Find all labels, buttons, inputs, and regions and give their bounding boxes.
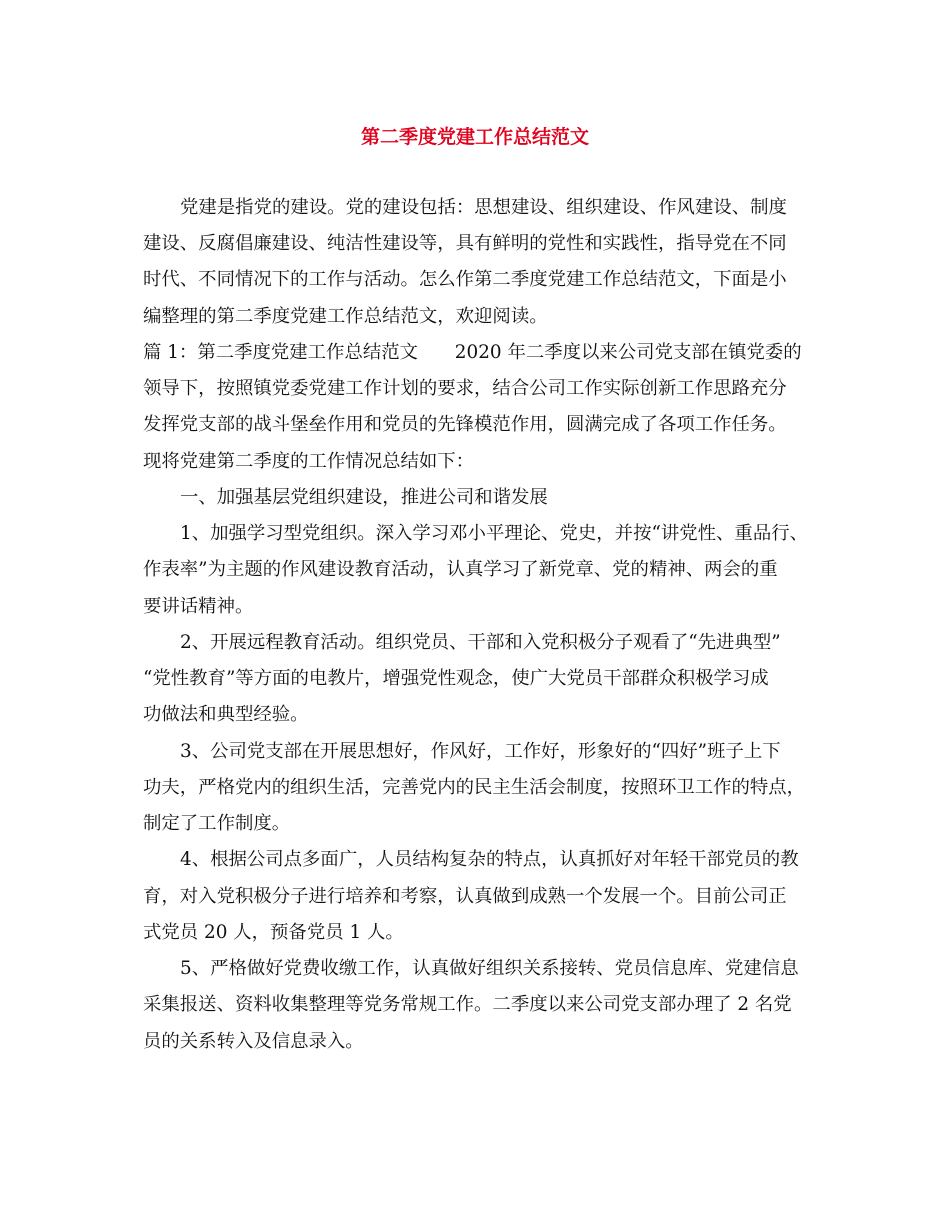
body-line: 编整理的第二季度党建工作总结范文，欢迎阅读。	[143, 306, 548, 327]
body-line: 员的关系转入及信息录入。	[143, 1031, 364, 1052]
body-line: 篇 1：第二季度党建工作总结范文 2020 年二季度以来公司党支部在镇党委的	[143, 342, 802, 363]
body-line: 4、根据公司点多面广，人员结构复杂的特点，认真抓好对年轻干部党员的教	[180, 849, 799, 870]
body-line: 时代、不同情况下的工作与活动。怎么作第二季度党建工作总结范文，下面是小	[143, 269, 787, 290]
body-line: 发挥党支部的战斗堡垒作用和党员的先锋模范作用，圆满完成了各项工作任务。	[143, 414, 787, 435]
body-line: 2、开展远程教育活动。组织党员、干部和入党积极分子观看了“先进典型”	[180, 632, 781, 653]
body-line: 育，对入党积极分子进行培养和考察，认真做到成熟一个发展一个。目前公司正	[143, 886, 787, 907]
section-heading: 一、加强基层党组织建设，推进公司和谐发展	[180, 487, 548, 508]
body-line: 1、加强学习型党组织。深入学习邓小平理论、党史，并按“讲党性、重品行、	[180, 523, 808, 544]
body-line: 党建是指党的建设。党的建设包括：思想建设、组织建设、作风建设、制度	[180, 197, 787, 218]
body-line: 式党员 20 人，预备党员 1 人。	[143, 922, 404, 943]
body-line: 5、严格做好党费收缴工作，认真做好组织关系接转、党员信息库、党建信息	[180, 958, 799, 979]
body-line: 功夫，严格党内的组织生活，完善党内的民主生活会制度，按照环卫工作的特点，	[143, 777, 806, 798]
body-line: 作表率”为主题的作风建设教育活动，认真学习了新党章、党的精神、两会的重	[143, 559, 778, 580]
body-line: 制定了工作制度。	[143, 813, 291, 834]
body-line: “党性教育”等方面的电教片，增强党性观念，使广大党员干部群众积极学习成	[143, 668, 769, 689]
body-line: 领导下，按照镇党委党建工作计划的要求，结合公司工作实际创新工作思路充分	[143, 378, 787, 399]
body-line: 3、公司党支部在开展思想好，作风好，工作好，形象好的“四好”班子上下	[180, 741, 781, 762]
body-line: 要讲话精神。	[143, 596, 254, 617]
body-line: 现将党建第二季度的工作情况总结如下：	[143, 451, 475, 472]
body-line: 采集报送、资料收集整理等党务常规工作。二季度以来公司党支部办理了 2 名党	[143, 994, 792, 1015]
body-line: 建设、反腐倡廉建设、纯洁性建设等，具有鲜明的党性和实践性，指导党在不同	[143, 233, 787, 254]
document-title: 第二季度党建工作总结范文	[360, 126, 589, 148]
body-line: 功做法和典型经验。	[143, 704, 309, 725]
